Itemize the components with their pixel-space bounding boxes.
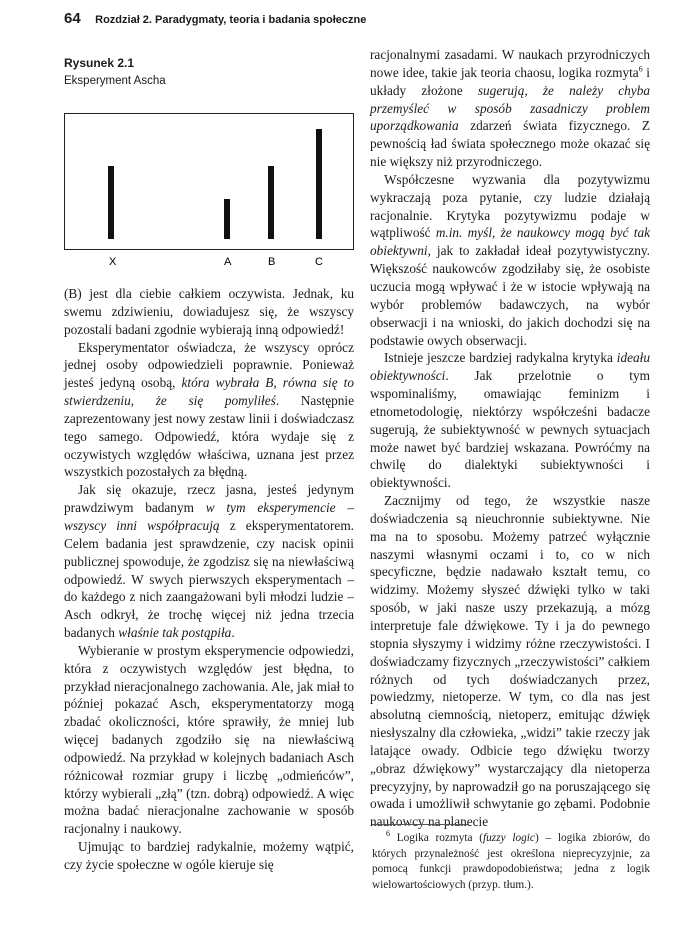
text-run: Eksperymentator oświadcza, że wszyscy oprócz jednej osoby odpowiedzieli poprawnie. Ponieważ jesteś jedyną osobą, — [64, 339, 354, 391]
label-c: C — [315, 256, 323, 267]
paragraph: Zacznijmy od tego, że wszystkie nasze doświadczenia są nieuchronnie subiektywne. Nie ma na to sposobu. Możemy patrzeć wyłącznie naszymi własnymi oczami i to, co w nich specyficzne, będzie nadawało kształt temu, co widzimy. Możemy słyszeć dźwięki tylko w taki sposób, w jaki nasze uszy przekazują, a mózg interpretuje fale dźwiękowe. Ty i ja do pewnego stopnia słyszymy i widzimy różne rzeczywistości. I doświadczamy fizycznych „rzeczywistości” całkiem różnych od tych doświadczanych przez, powiedzmy, nietoperze. W tym, co dla nas jest absolutną ciemnością, nietoperz, emitując dźwięk niesłyszalny dla człowieka, „widzi” takie rzeczy jak latające owady. Odbicie tego dźwięku tworzy „obraz dźwiękowy” wystarczający dla nietoperza precyzyjny, by naprowadził go na poruszającego się owada i umożliwił schwytanie go zębami. Podobnie naukowcy na planecie — [370, 493, 650, 830]
italic-run: fuzzy logic — [483, 832, 535, 844]
left-column — [64, 285, 354, 874]
text-run: racjonalnymi zasadami. W naukach przyrodniczych nowe idee, takie jak teoria chaosu, logika rozmyta — [370, 47, 650, 80]
line-b — [268, 166, 274, 239]
text-run: Istnieje jeszcze bardziej radykalna krytyka — [384, 350, 617, 366]
asch-figure-svg — [64, 113, 354, 267]
line-c — [316, 129, 322, 239]
italic-run: ideału obiektywności — [370, 350, 650, 384]
right-column — [370, 46, 650, 831]
text-run: Współczesne wyzwania dla pozytywizmu wykraczają poza pytanie, czy ludzie działają racjonalnie. Krytyka pozytywizmu podaje w wątpliwość — [370, 171, 650, 241]
running-header — [64, 10, 366, 28]
chapter-title: Rozdział 2. Paradygmaty, teoria i badania społeczne — [95, 14, 367, 26]
text-run: . Następnie zaprezentowany jest nowy zestaw linii i doświadczasz tego samego. Odpowiedź, która wydaje się z oczywistych względów właściwa, uznana jest przez wszystkich pozostałych za błędną. — [64, 393, 354, 480]
italic-run: w tym eksperymencie – wszyscy inni współpracują — [64, 500, 354, 533]
label-b: B — [268, 256, 276, 267]
text-run: , jak to zakładał ideał pozytywistyczny. Większość naukowców zgodziłaby się, że osobiste uczucia mogą wpływać i że w istocie wpływają na wybór problemów badawczych, na wybór obserwacji i na wnioski, do jakich dochodzi się na podstawie owych obserwacji. — [370, 243, 650, 348]
page-number: 64 — [64, 10, 81, 27]
paragraph: Wybieranie w prostym eksperymencie odpowiedzi, która z oczywistych względów jest błędna, to przykład nieracjonalnego zachowania. Ale, jak miał to później pokazać Asch, eksperymentatorzy mogą zbadać okoliczności, które sprawiły, że mniej lub więcej badanych zgodziło się na niewłaściwą odpowiedź. Na przykład w kolejnych badaniach Asch różnicował rozmiar grupy i liczbę „odmieńców”, którzy wybierali „złą” (tzn. dobrą) odpowiedź. A więc można badać nieracjonalne zachowanie w sposób racjonalny i naukowy. — [64, 642, 354, 837]
figure-caption-subtitle: Eksperyment Ascha — [64, 75, 166, 87]
text-run: . Jak przelotnie o tym wspominaliśmy, omawiając feminizm i etnometodologię, niektórzy współcześni badacze sugerują, że subiektywność w pewnych sytuacjach może nawet być bardziej wskazana. Powróćmy na chwilę do dialektyki subiektywności i obiektywności. — [370, 368, 650, 491]
figure-caption-title: Rysunek 2.1 — [64, 56, 135, 70]
paragraph: (B) jest dla ciebie całkiem oczywista. Jednak, ku swemu zdziwieniu, dowiadujesz się, że wszyscy pozostali badani zgodnie wybierają inną odpowiedź! — [64, 286, 354, 337]
line-a — [224, 199, 230, 239]
paragraph: Ujmując to bardziej radykalnie, możemy wątpić, czy życie społeczne w ogóle kieruje się — [64, 839, 354, 872]
italic-run: która wybrała B, równa się to stwierdzeniu, że się pomyliłeś — [64, 375, 355, 409]
footnote — [372, 831, 650, 893]
text-run: . — [231, 625, 235, 641]
footnote-rule — [372, 824, 468, 825]
italic-run: właśnie tak postąpiła — [118, 625, 232, 641]
text-run: zdarzeń świata fizycznego. Z pewnością ład świata społecznego może okazać się nie większy niż przyrodniczego. — [370, 118, 650, 170]
text-run: ) – logika zbiorów, do których przynależność jest określona nieprecyzyjnie, za pomocą funkcji prawdopodobieństwa; jedna z logik wielowartościowych (przyp. tłum.). — [372, 832, 650, 891]
italic-run: sugerują, że należy chyba przemyśleć w sposób zasadniczy problem uporządkowania — [370, 82, 650, 134]
line-x — [108, 166, 114, 239]
paragraph — [64, 339, 354, 482]
paragraph — [64, 481, 354, 642]
text-run: z eksperymentatorem. Celem badania jest sprawdzenie, czy nacisk opinii publicznej spowoduje, że zgodzisz się na niewłaściwą odpowiedź. W swych pierwszych eksperymentach – do każdego z nich zaangażowani byli młodzi ludzie – Asch odkrył, że trochę więcej niż jedna trzecia badanych — [64, 517, 354, 641]
text-run: Logika rozmyta ( — [390, 832, 484, 844]
paragraph — [370, 171, 650, 349]
asch-figure — [64, 113, 354, 267]
label-a: A — [224, 256, 232, 267]
text-run: i układy złożone — [370, 64, 650, 98]
paragraph — [370, 349, 650, 492]
paragraph — [370, 46, 650, 171]
text-run: Jak się okazuje, rzecz jasna, jesteś jedynym prawdziwym badanym — [64, 482, 354, 516]
label-x: X — [109, 256, 117, 267]
italic-run: m.in. myśl, że naukowcy mogą być tak obiektywni — [370, 225, 651, 259]
figure-frame — [65, 114, 354, 250]
footnote-number: 6 — [386, 829, 390, 839]
footnote-ref: 6 — [638, 64, 643, 74]
